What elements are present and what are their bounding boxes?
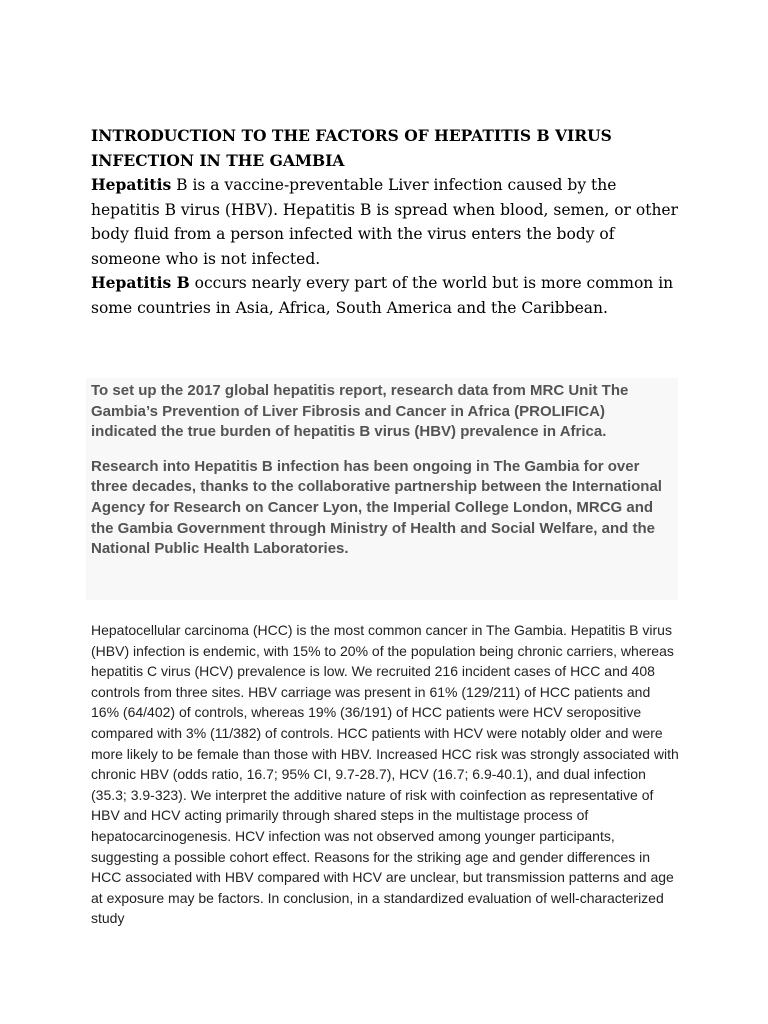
callout-paragraph-1: To set up the 2017 global hepatitis report, research data from MRC Unit The Gambia’s Prevention of Liver Fibrosis and Cancer in Africa (PROLIFICA) indicated the true burden of hepatitis B virus (HBV) prevalence in Africa. bbox=[91, 382, 629, 441]
callout-paragraph-2: Research into Hepatitis B infection has been ongoing in The Gambia for over three decades, thanks to the collaborative partnership between the International Agency for Research on Cancer Lyon, the Imperial College London, MRCG and the Gambia Government through Ministry of Health and Social Welfare, and the National Public Health Laboratories. bbox=[91, 457, 662, 558]
intro-paragraph-1-bold: Hepatitis bbox=[91, 175, 172, 194]
intro-paragraph-2-bold: Hepatitis B bbox=[91, 273, 190, 292]
intro-paragraph-1 bbox=[91, 173, 681, 271]
intro-section bbox=[91, 124, 681, 320]
intro-paragraph-1-text: B is a vaccine-preventable Liver infection caused by the hepatitis B virus (HBV). Hepatitis B is spread when blood, semen, or other body fluid from a person infected with the virus enters the body of someone who is not infected. bbox=[91, 176, 679, 268]
document-heading: INTRODUCTION TO THE FACTORS OF HEPATITIS B VIRUS INFECTION IN THE GAMBIA bbox=[91, 126, 612, 170]
intro-paragraph-2-text: occurs nearly every part of the world but is more common in some countries in Asia, Africa, South America and the Caribbean. bbox=[91, 274, 674, 317]
intro-paragraph-2 bbox=[91, 271, 681, 320]
callout-box bbox=[86, 378, 678, 600]
abstract-paragraph: Hepatocellular carcinoma (HCC) is the most common cancer in The Gambia. Hepatitis B virus (HBV) infection is endemic, with 15% to 20% of the population being chronic carriers, whereas hepatitis C virus (HCV) prevalence is low. We recruited 216 incident cases of HCC and 408 controls from three sites. HBV carriage was present in 61% (129/211) of HCC patients and 16% (64/402) of controls, whereas 19% (36/191) of HCC patients were HCV seropositive compared with 3% (11/382) of controls. HCC patients with HCV were notably older and were more likely to be female than those with HBV. Increased HCC risk was strongly associated with chronic HBV (odds ratio, 16.7; 95% CI, 9.7-28.7), HCV (16.7; 6.9-40.1), and dual infection (35.3; 3.9-323). We interpret the additive nature of risk with coinfection as representative of HBV and HCV acting primarily through shared steps in the multistage process of hepatocarcinogenesis. HCV infection was not observed among younger participants, suggesting a possible cohort effect. Reasons for the striking age and gender differences in HCC associated with HBV compared with HCV are unclear, but transmission patterns and age at exposure may be factors. In conclusion, in a standardized evaluation of well-characterized study bbox=[91, 622, 679, 927]
